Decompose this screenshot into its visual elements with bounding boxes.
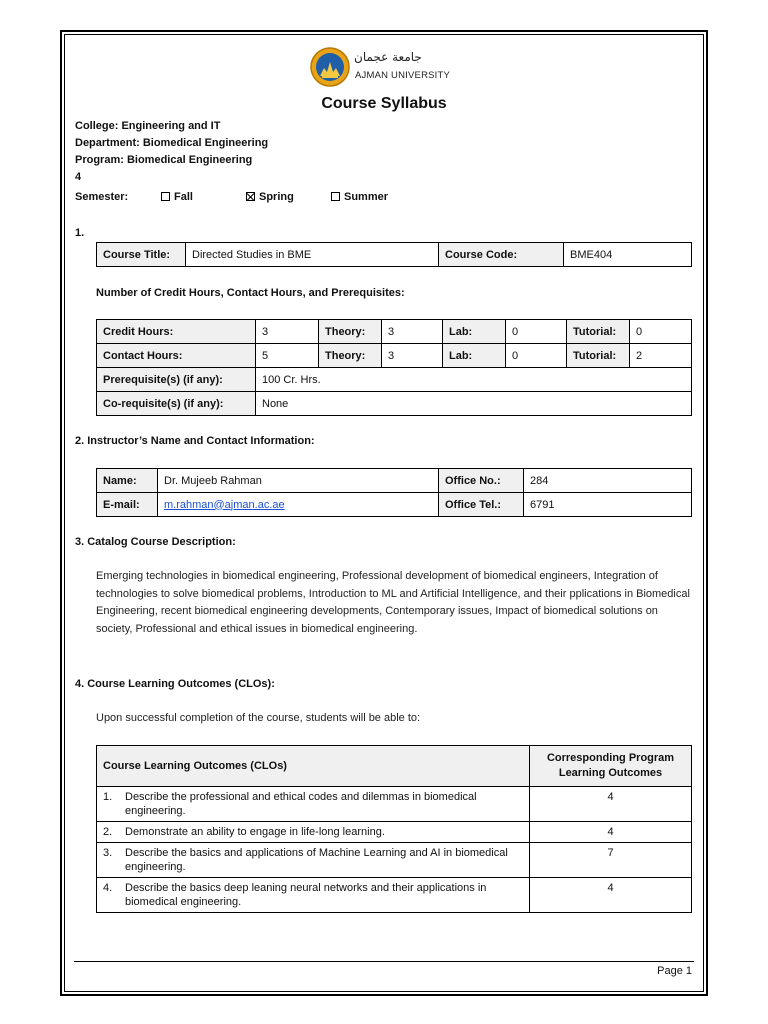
course-code-value: BME404 <box>564 243 692 267</box>
credit-heading: Number of Credit Hours, Contact Hours, and Prerequisites: <box>96 287 405 299</box>
credit-lab-value: 0 <box>506 320 567 344</box>
program-line: Program: Biomedical Engineering <box>75 154 253 166</box>
semester-fall[interactable]: Fall <box>161 190 193 204</box>
coreq-value: None <box>256 392 692 416</box>
table-row <box>97 787 692 822</box>
instructor-table <box>96 468 692 517</box>
university-logo <box>310 46 350 88</box>
course-code-label: Course Code: <box>439 243 564 267</box>
university-name-arabic: جامعة عجمان <box>354 50 422 64</box>
clo-text: Describe the basics and applications of Machine Learning and AI in biomedical engineering. <box>125 847 508 873</box>
office-value: 284 <box>524 469 692 493</box>
clo-plo: 7 <box>530 843 692 878</box>
contact-hours-value: 5 <box>256 344 319 368</box>
page-title: Course Syllabus <box>321 95 447 112</box>
university-seal-icon <box>310 46 350 88</box>
spring-checkbox[interactable] <box>246 192 255 201</box>
credit-theory-label: Theory: <box>319 320 382 344</box>
course-title-table <box>96 242 692 267</box>
credit-tutorial-value: 0 <box>630 320 692 344</box>
catalog-description: Emerging technologies in biomedical engineering, Professional development of biomedical engineers, Integration of technologies to solve biomedical problems, Introduction to ML and Artificial Intelligence, and their pplications in Biomedical Engineering, recent biomedical engineering developments, Contemporary issues, Impact of biomedical solutions on society, Professional and ethical issues in biomedical engineering. <box>96 570 690 635</box>
clo-text: Describe the basics deep leaning neural networks and their applications in biomedical engineering. <box>125 882 487 908</box>
table-row <box>97 878 692 913</box>
table-row <box>97 843 692 878</box>
contact-theory-value: 3 <box>382 344 443 368</box>
contact-tutorial-label: Tutorial: <box>567 344 630 368</box>
clo-intro: Upon successful completion of the course, students will be able to: <box>96 712 421 724</box>
prereq-label: Prerequisite(s) (if any): <box>97 368 256 392</box>
tel-label: Office Tel.: <box>439 493 524 517</box>
fall-checkbox[interactable] <box>161 192 170 201</box>
name-value: Dr. Mujeeb Rahman <box>158 469 439 493</box>
clo-text: Describe the professional and ethical codes and dilemmas in biomedical engineering. <box>125 791 477 817</box>
credit-hours-table <box>96 319 692 416</box>
college-line: College: Engineering and IT <box>75 120 221 132</box>
department-line: Department: Biomedical Engineering <box>75 137 269 149</box>
clo-table <box>96 745 692 913</box>
section-1-number: 1. <box>75 227 85 239</box>
credit-hours-label: Credit Hours: <box>97 320 256 344</box>
tel-value: 6791 <box>524 493 692 517</box>
contact-lab-label: Lab: <box>443 344 506 368</box>
credit-tutorial-label: Tutorial: <box>567 320 630 344</box>
footer-divider <box>74 961 694 962</box>
credit-hours-value: 3 <box>256 320 319 344</box>
email-label: E-mail: <box>97 493 158 517</box>
summer-checkbox[interactable] <box>331 192 340 201</box>
credit-lab-label: Lab: <box>443 320 506 344</box>
course-title-label: Course Title: <box>97 243 186 267</box>
clo-text: Demonstrate an ability to engage in life-long learning. <box>125 826 385 838</box>
semester-spring[interactable]: Spring <box>246 190 294 204</box>
university-name-english: AJMAN UNIVERSITY <box>355 70 451 81</box>
contact-tutorial-value: 2 <box>630 344 692 368</box>
semester-label: Semester: <box>75 191 129 203</box>
coreq-label: Co-requisite(s) (if any): <box>97 392 256 416</box>
clo-number: 1. <box>103 791 113 803</box>
plo-col-header: Corresponding Program Learning Outcomes <box>530 746 692 787</box>
clo-number: 3. <box>103 847 113 859</box>
email-link[interactable]: m.rahman@ajman.ac.ae <box>164 498 285 511</box>
contact-theory-label: Theory: <box>319 344 382 368</box>
clo-plo: 4 <box>530 787 692 822</box>
clo-number: 2. <box>103 826 113 838</box>
contact-hours-label: Contact Hours: <box>97 344 256 368</box>
table-row <box>97 822 692 843</box>
office-label: Office No.: <box>439 469 524 493</box>
clo-col-header: Course Learning Outcomes (CLOs) <box>97 746 530 787</box>
prereq-value: 100 Cr. Hrs. <box>256 368 692 392</box>
section-4-heading: 4. Course Learning Outcomes (CLOs): <box>75 678 275 690</box>
course-title-value: Directed Studies in BME <box>186 243 439 267</box>
section-3-heading: 3. Catalog Course Description: <box>75 536 236 548</box>
clo-plo: 4 <box>530 822 692 843</box>
name-label: Name: <box>97 469 158 493</box>
clo-plo: 4 <box>530 878 692 913</box>
page-number: Page 1 <box>657 965 692 977</box>
clo-number: 4. <box>103 882 113 894</box>
email-cell <box>158 493 439 517</box>
semester-summer[interactable]: Summer <box>331 190 388 204</box>
extra-line: 4 <box>75 171 82 183</box>
credit-theory-value: 3 <box>382 320 443 344</box>
contact-lab-value: 0 <box>506 344 567 368</box>
section-2-heading: 2. Instructor’s Name and Contact Information: <box>75 435 315 447</box>
